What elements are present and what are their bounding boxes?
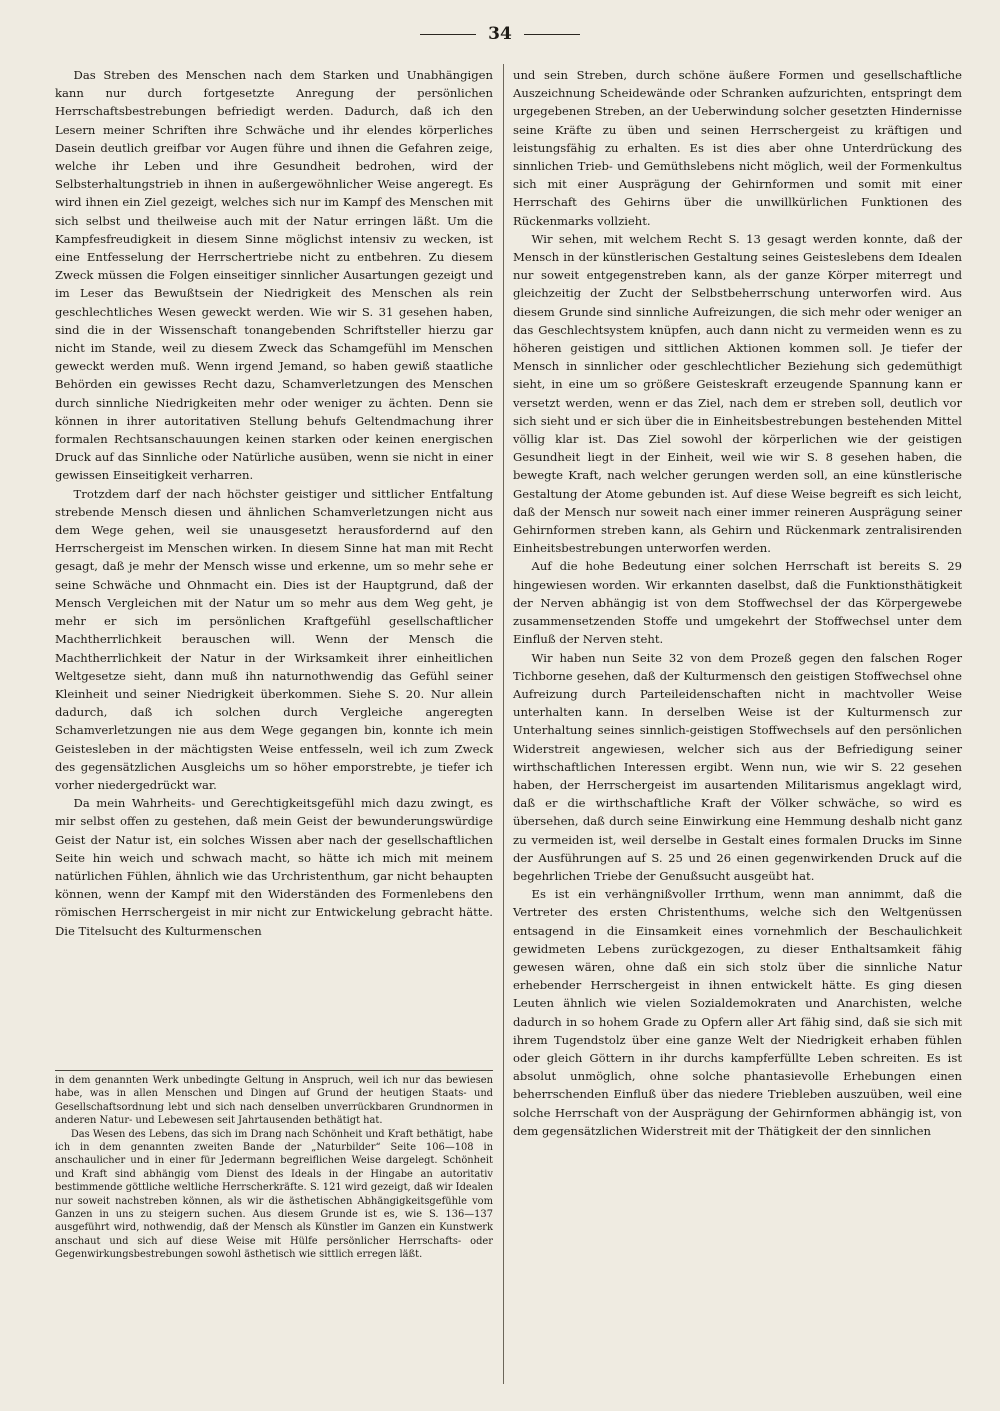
footnote-paragraph: Das Wesen des Lebens, das sich im Drang nach Schönheit und Kraft bethätigt, habe ich in dem genannten zweiten Bande der „Naturbilder“ Seite 106—108 in anschaulicher und in einer für Jedermann begreiflichen Weise dargelegt. Schönheit und Kraft sind abhängig vom Dienst des Ideals in der Hingabe an autoritativ bestimmende göttliche weltliche Herrscherkräfte. S. 121 wird gezeigt, daß wir Idealen nur soweit nachstreben können, als wir die ästhetischen Abhängigkeitsgefühle vom Ganzen in uns zu steigern suchen. Aus diesem Grunde ist es, wie S. 136—137 ausgeführt wird, nothwendig, daß der Mensch als Künstler im Ganzen ein Kunstwerk anschaut und sich auf diese Weise mit Hülfe persönlicher Herrschafts- oder Gegenwirkungsbestrebungen sowohl ästhetisch wie sittlich erregen läßt.	[55, 1128, 493, 1261]
header-rule-right	[524, 34, 580, 35]
paragraph: Wir haben nun Seite 32 von dem Prozeß gegen den falschen Roger Tichborne gesehen, daß der Kulturmensch den geistigen Stoffwechsel ohne Aufreizung durch Parteileidenschaften nicht in machtvoller Weise unterhalten kann. In derselben Weise ist der Kulturmensch zur Unterhaltung seines sinnlich-geistigen Stoffwechsels auf den persönlichen Widerstreit angewiesen, welcher sich aus der Befriedigung seiner wirthschaftlichen Interessen ergibt. Wenn nun, wie wir S. 22 gesehen haben, der Herrschergeist im ausartenden Militarismus angeklagt wird, daß er die wirthschaftliche Kraft der Völker schwäche, so wird es übersehen, daß durch seine Einwirkung eine Hemmung deshalb nicht ganz zu vermeiden ist, weil derselbe in Gestalt eines formalen Drucks im Sinne der Ausführungen auf S. 25 und 26 einen gegenwirkenden Druck auf die begehrlichen Triebe der Genußsucht ausgeübt hat.	[513, 650, 962, 883]
paragraph: Wir sehen, mit welchem Recht S. 13 gesagt werden konnte, daß der Mensch in der künstlerischen Gestaltung seines Geisteslebens dem Idealen nur soweit entgegenstreben kann, als der ganze Körper miterregt und gleichzeitig der Zucht der Selbstbeherrschung unterworfen wird. Aus diesem Grunde sind sinnliche Aufreizungen, die sich mehr oder weniger an das Geschlechtsystem knüpfen, auch dann nicht zu vermeiden wenn es zu höheren geistigen und sittlichen Aktionen kommen soll. Je tiefer der Mensch in sinnlicher oder geschlechtlicher Beziehung sich gedemüthigt sieht, in eine um so größere Geisteskraft erzeugende Spannung kann er versetzt werden, wenn er das Ziel, nach dem er streben soll, deutlich vor sich sieht und er sich über die in Einheitsbestrebungen bestehenden Mittel völlig klar ist. Das Ziel sowohl der körperlichen wie der geistigen Gesundheit liegt in der Einheit, weil wie wir S. 8 gesehen haben, die bewegte Kraft, nach welcher gerungen werden soll, an eine künstlerische Gestaltung der Atome gebunden ist. Auf diese Weise begreift es sich leicht, daß der Mensch nur soweit nach einer immer reineren Ausprägung seiner Gehirnformen streben kann, als Gehirn und Rückenmark zentralisirenden Einheitsbestrebungen unterworfen werden.	[513, 231, 962, 556]
footnote-rule	[55, 1070, 493, 1071]
page-number: 34	[488, 24, 512, 44]
paragraph: Auf die hohe Bedeutung einer solchen Herrschaft ist bereits S. 29 hingewiesen worden. Wir erkannten daselbst, daß die Funktionsthätigkeit der Nerven abhängig ist von dem Stoffwechsel der das Körpergewebe zusammensetzenden Stoffe und umgekehrt der Stoffwechsel unter dem Einfluß der Nerven steht.	[513, 559, 962, 647]
paragraph: Es ist ein verhängnißvoller Irrthum, wenn man annimmt, daß die Vertreter des ersten Christenthums, welche sich den Weltgenüssen entsagend in die Einsamkeit eines vornehmlich der Beschaulichkeit gewidmeten Lebens zurückgezogen, zu dieser Enthaltsamkeit fähig gewesen wären, ohne daß ein sich stolz über die sinnliche Natur erhebender Herrschergeist in ihnen entwickelt hätte. Es ging diesen Leuten ähnlich wie vielen Sozialdemokraten und Anarchisten, welche dadurch in so hohem Grade zu Opfern aller Art fähig sind, daß sie sich mit ihrem Tugendstolz über eine ganze Welt der Niedrigkeit erhaben fühlen oder gleich Göttern in ihr durchs kampferfüllte Leben schreiten. Es ist absolut unmöglich, ohne solche phantasievolle Erhebungen einen beherrschenden Einfluß über das niedere Triebleben auszuüben, weil eine solche Herrschaft von der Ausprägung der Gehirnformen abhängig ist, von dem gegensätzlichen Widerstreit mit der Thätigkeit der den sinnlichen	[513, 887, 962, 1138]
page-header	[0, 24, 1000, 44]
footnotes	[55, 1074, 493, 1262]
header-rule-left	[420, 34, 476, 35]
paragraph: Da mein Wahrheits- und Gerechtigkeitsgefühl mich dazu zwingt, es mir selbst offen zu gestehen, daß mein Geist der bewunderungswürdige Geist der Natur ist, ein solches Wissen aber nach der gesellschaftlichen Seite hin weich und schwach macht, so hätte ich mich mit meinem natürlichen Fühlen, ähnlich wie das Urchristenthum, gar nicht behaupten können, wenn der Kampf mit den Widerständen des Formenlebens den römischen Herrschergeist in mir nicht zur Entwickelung gebracht hätte. Die Titelsucht des Kulturmenschen	[55, 796, 493, 938]
paragraph: Trotzdem darf der nach höchster geistiger und sittlicher Entfaltung strebende Mensch diesen und ähnlichen Schamverletzungen nicht aus dem Wege gehen, weil sie unausgesetzt herausfordernd auf den Herrschergeist im Menschen wirken. In diesem Sinne hat man mit Recht gesagt, daß je mehr der Mensch wisse und erkenne, um so mehr sehe er seine Schwäche und Ohnmacht ein. Dies ist der Hauptgrund, daß der Mensch Vergleichen mit der Natur um so mehr aus dem Weg geht, je mehr er sich im persönlichen Kraftgefühl gesellschaftlicher Machtherrlichkeit berauschen will. Wenn der Mensch die Machtherrlichkeit der Natur in der Wirksamkeit ihrer einheitlichen Weltgesetze sieht, dann muß ihn naturnothwendig das Gefühl seiner Kleinheit und seiner Niedrigkeit überkommen. Siehe S. 20. Nur allein dadurch, daß ich solchen durch Vergleiche angeregten Schamverletzungen nie aus dem Wege gegangen bin, konnte ich mein Geistesleben in der mächtigsten Weise entfesseln, weil ich zum Zweck des gegensätzlichen Ausgleichs um so höher emporstrebte, je tiefer ich vorher niedergedrückt war.	[55, 486, 493, 792]
left-column	[55, 66, 493, 940]
paragraph: Das Streben des Menschen nach dem Starken und Unabhängigen kann nur durch fortgesetzte Anregung der persönlichen Herrschaftsbestrebungen befriedigt werden. Dadurch, daß ich den Lesern meiner Schriften ihre Schwäche und ihr elendes körperliches Dasein deutlich greifbar vor Augen führe und ihnen die Gefahren zeige, welche ihr Leben und ihre Gesundheit bedrohen, wird der Selbsterhaltungstrieb in ihnen in außergewöhnlicher Weise angeregt. Es wird ihnen ein Ziel gezeigt, welches sich nur im Kampf des Menschen mit sich selbst und theilweise auch mit der Natur erringen läßt. Um die Kampfesfreudigkeit in diesem Sinne möglichst intensiv zu wecken, ist eine Entfesselung der Herrschertriebe nicht zu entbehren. Zu diesem Zweck müssen die Folgen einseitiger sinnlicher Ausartungen gezeigt und im Leser das Bewußtsein der Niedrigkeit des Menschen als rein geschlechtliches Wesen geweckt werden. Wie wir S. 31 gesehen haben, sind die in der Wissenschaft tonangebenden Schriftsteller hierzu gar nicht im Stande, weil zu diesem Zweck das Schamgefühl im Menschen geweckt werden muß. Wenn irgend Jemand, so haben gewiß staatliche Behörden ein gewisses Recht dazu, Schamverletzungen des Menschen durch sinnliche Niedrigkeiten mehr oder weniger zu ächten. Denn sie können in ihrer autoritativen Stellung behufs Geltendmachung ihrer formalen Rechtsanschauungen keinen starken oder keinen energischen Druck auf das Sinnliche oder Natürliche ausüben, wenn sie nicht in einer gewissen Einseitigkeit verharren.	[55, 68, 493, 483]
column-divider	[503, 64, 504, 1384]
paragraph: und sein Streben, durch schöne äußere Formen und gesellschaftliche Auszeichnung Scheidewände oder Schranken aufzurichten, entspringt dem urgegebenen Streben, an der Ueberwindung solcher gesetzten Hindernisse seine Kräfte zu üben und seinen Herrschergeist zu kräftigen und leistungsfähig zu erhalten. Es ist dies aber ohne Unterdrückung des sinnlichen Trieb- und Gemüthslebens nicht möglich, weil der Formenkultus sich mit einer Ausprägung der Gehirnformen und somit mit einer Herrschaft des Gehirns über die unwillkürlichen Funktionen des Rückenmarks vollzieht.	[513, 68, 962, 228]
footnote-paragraph: in dem genannten Werk unbedingte Geltung in Anspruch, weil ich nur das bewiesen habe, was in allen Menschen und Dingen auf Grund der heutigen Staats- und Gesellschaftsordnung lebt und sich nach denselben unverrückbaren Grundnormen in anderen Natur- und Lebewesen seit Jahrtausenden bethätigt hat.	[55, 1075, 493, 1127]
right-column	[513, 66, 962, 1140]
